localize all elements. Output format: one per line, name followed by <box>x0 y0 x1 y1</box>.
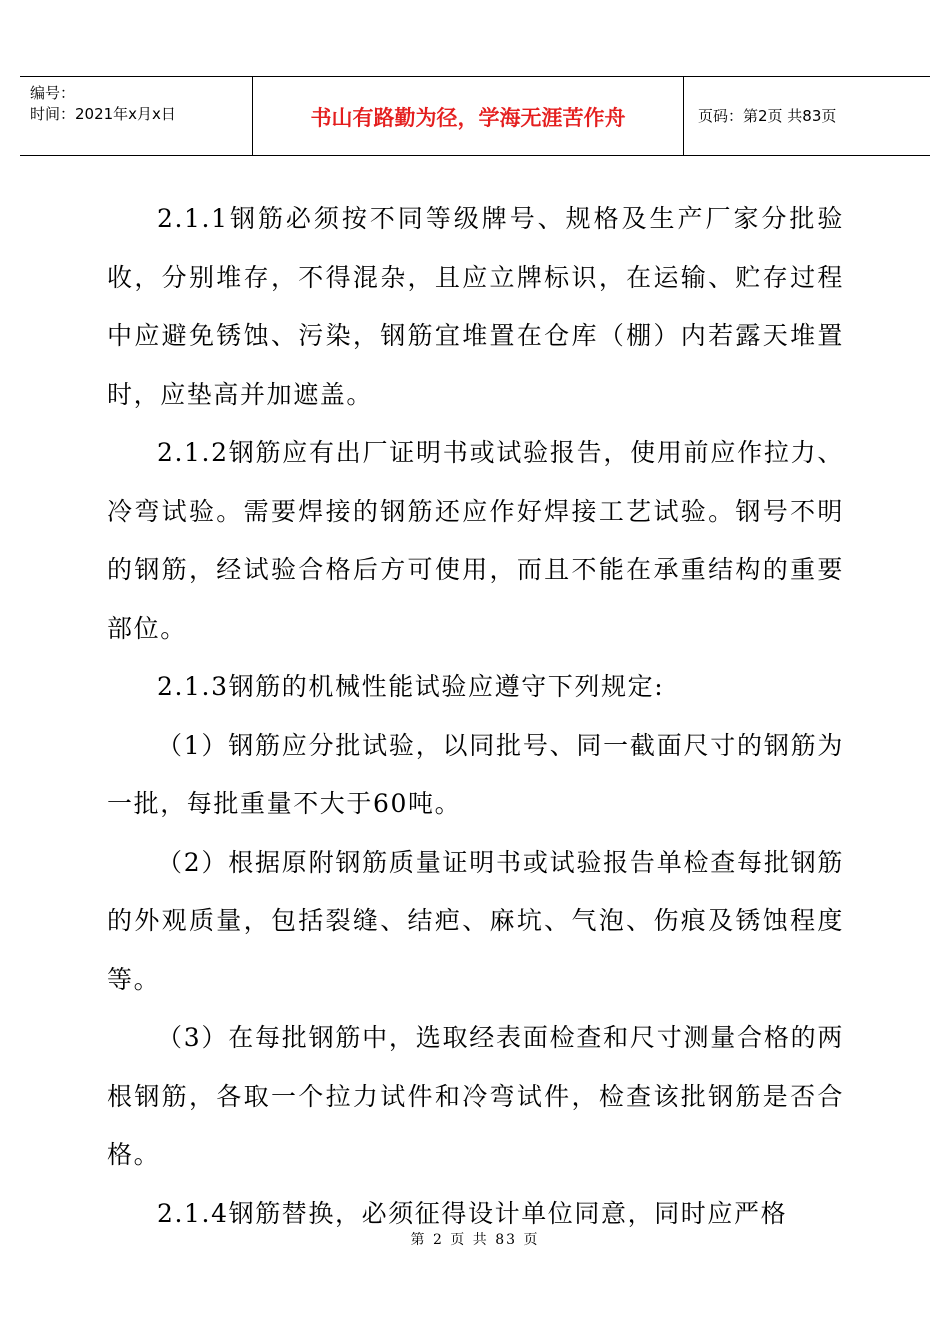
paragraph-item-1: （1）钢筋应分批试验，以同批号、同一截面尺寸的钢筋为一批，每批重量不大于60吨。 <box>107 730 844 818</box>
paragraph-2-1-1: 2.1.1钢筋必须按不同等级牌号、规格及生产厂家分批验收，分别堆存，不得混杂，且应立牌标识，在运输、贮存过程中应避免锈蚀、污染，钢筋宜堆置在仓库（棚）内若露天堆置时，应垫高并加遮盖。 <box>107 204 844 409</box>
header-page-cell <box>684 77 930 155</box>
document-number-label: 编号： <box>30 84 76 102</box>
document-body <box>107 190 844 1243</box>
document-time-label: 时间：2021年x月x日 <box>30 105 176 123</box>
paragraph-2-1-3: 2.1.3钢筋的机械性能试验应遵守下列规定: <box>157 672 665 701</box>
page-footer: 第 2 页 共 83 页 <box>410 1232 540 1248</box>
paragraph-item-2: （2）根据原附钢筋质量证明书或试验报告单检查每批钢筋的外观质量，包括裂缝、结疤、麻坑、气泡、伤痕及锈蚀程度等。 <box>107 847 844 994</box>
header-motto-cell <box>252 77 684 155</box>
header-page-code: 页码：第2页 共83页 <box>698 107 837 125</box>
document-header <box>20 76 930 156</box>
paragraph-2-1-2: 2.1.2钢筋应有出厂证明书或试验报告，使用前应作拉力、冷弯试验。需要焊接的钢筋还应作好焊接工艺试验。钢号不明的钢筋，经试验合格后方可使用，而且不能在承重结构的重要部位。 <box>107 438 844 643</box>
header-info-cell <box>20 77 252 155</box>
header-motto: 书山有路勤为径，学海无涯苦作舟 <box>310 106 626 130</box>
paragraph-2-1-4: 2.1.4钢筋替换，必须征得设计单位同意，同时应严格 <box>157 1198 788 1228</box>
paragraph-item-3: （3）在每批钢筋中，选取经表面检查和尺寸测量合格的两根钢筋，各取一个拉力试件和冷弯试件，检查该批钢筋是否合格。 <box>107 1023 844 1169</box>
